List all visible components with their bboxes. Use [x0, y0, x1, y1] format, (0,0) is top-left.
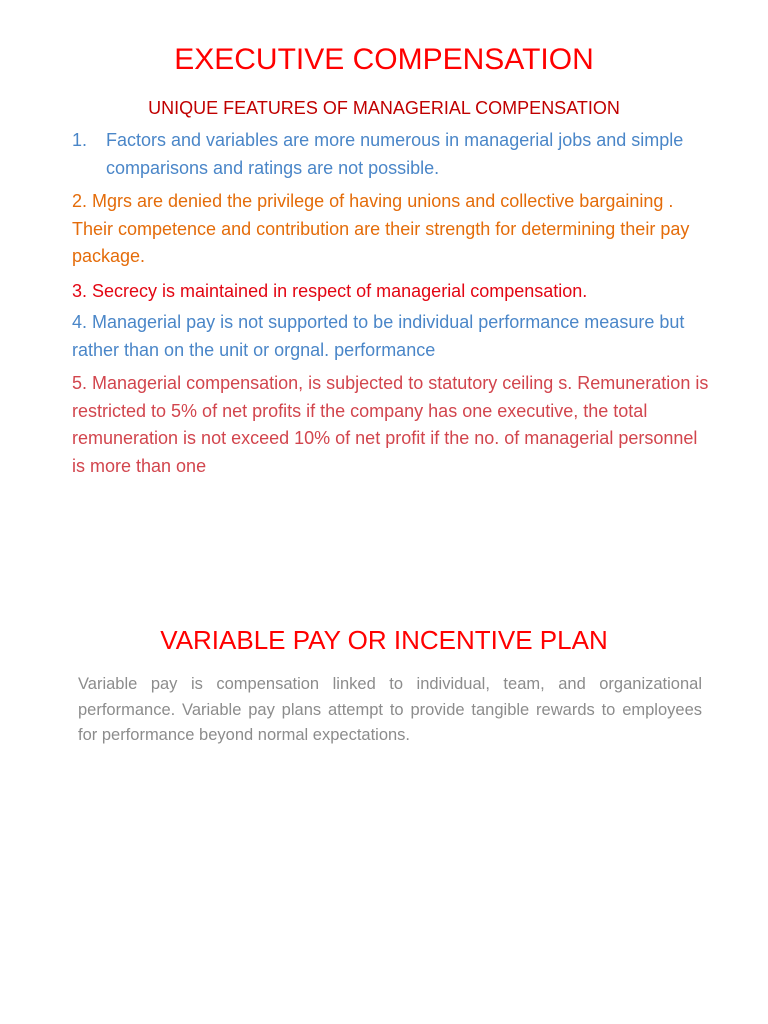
slide-title: EXECUTIVE COMPENSATION — [174, 43, 594, 76]
list-item-4: 4. Managerial pay is not supported to be individual performance measure but rather than on the unit or orgnal. performance — [72, 312, 685, 360]
list-item-3: 3. Secrecy is maintained in respect of managerial compensation. — [72, 281, 588, 301]
list-item-1 — [72, 127, 712, 182]
list-item-number: 1. — [72, 130, 88, 150]
slide-subtitle: UNIQUE FEATURES OF MANAGERIAL COMPENSATION — [148, 98, 620, 118]
body-paragraph: Variable pay is compensation linked to individual, team, and organizational performance. Variable pay plans attempt to provide tangible rewards to employees for performance beyond normal expectations. — [78, 675, 702, 744]
list-item-text: Factors and variables are more numerous in managerial jobs and simple comparisons and ratings are not possible. — [106, 130, 684, 178]
slide-variable-pay — [0, 600, 768, 1024]
list-item-5: 5. Managerial compensation, is subjected to statutory ceiling s. Remuneration is restricted to 5% of net profits if the company has one executive, the total remuneration is not exceed 10% of net profit if the no. of managerial personnel is more than one — [72, 373, 709, 476]
list-item-2: 2. Mgrs are denied the privilege of having unions and collective bargaining . Their competence and contribution are their strength for determining their pay package. — [72, 191, 690, 266]
slide-title: VARIABLE PAY OR INCENTIVE PLAN — [160, 625, 608, 655]
